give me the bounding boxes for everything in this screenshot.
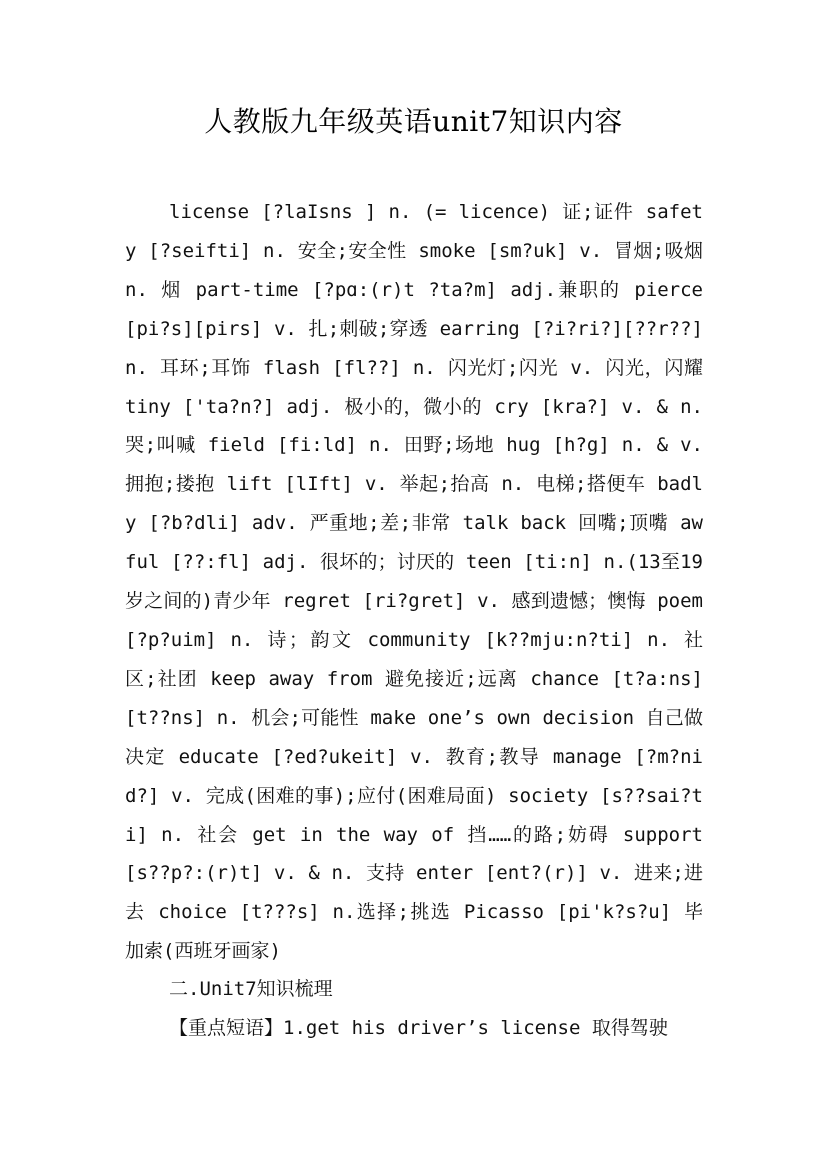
key-phrases-label: 【重点短语】 [169, 1017, 284, 1039]
document-title: 人教版九年级英语unit7知识内容 [204, 105, 623, 138]
section-heading: 二.Unit7知识梳理 [169, 978, 333, 1000]
key-phrases-line [169, 1009, 668, 1048]
key-phrase-item: 1.get his driver’s license 取得驾驶 [283, 1017, 668, 1039]
vocabulary-paragraph: license [?laIsns ] n. (= licence) 证;证件 safety [?seifti] n. 安全;安全性 smoke [sm?uk] v. 冒烟;吸烟 n. 烟 part-time [?pɑ:(r)t ?ta?m] adj.兼职的 pierce [pi?s][pirs] v. 扎;刺破;穿透 earring [?i?ri?][??r??] n. 耳环;耳饰 flash [fl??] n. 闪光灯;闪光 v. 闪光，闪耀 tiny ['ta?n?] adj. 极小的，微小的 cry [kra?] v. & n. 哭;叫喊 field [fi:ld] n. 田野;场地 hug [h?g] n. & v. 拥抱;搂抱 lift [lIft] v. 举起;抬高 n. 电梯;搭便车 badly [?b?dli] adv. 严重地;差;非常 talk back 回嘴;顶嘴 awful [??:fl] adj. 很坏的；讨厌的 teen [ti:n] n.(13至19岁之间的)青少年 regret [ri?gret] v. 感到遗憾；懊悔 poem [?p?uim] n. 诗；韵文 community [k??mju:n?ti] n. 社区;社团 keep away from 避免接近;远离 chance [t?a:ns] [t??ns] n. 机会;可能性 make one’s own decision 自己做决定 educate [?ed?ukeit] v. 教育;教导 manage [?m?nid?] v. 完成(困难的事);应付(困难局面) society [s??sai?ti] n. 社会 get in the way of 挡……的路;妨碍 support [s??p?:(r)t] v. & n. 支持 enter [ent?(r)] v. 进来;进去 choice [t???s] n.选择;挑选 Picasso [pi'k?s?u] 毕加索(西班牙画家) [125, 201, 703, 963]
